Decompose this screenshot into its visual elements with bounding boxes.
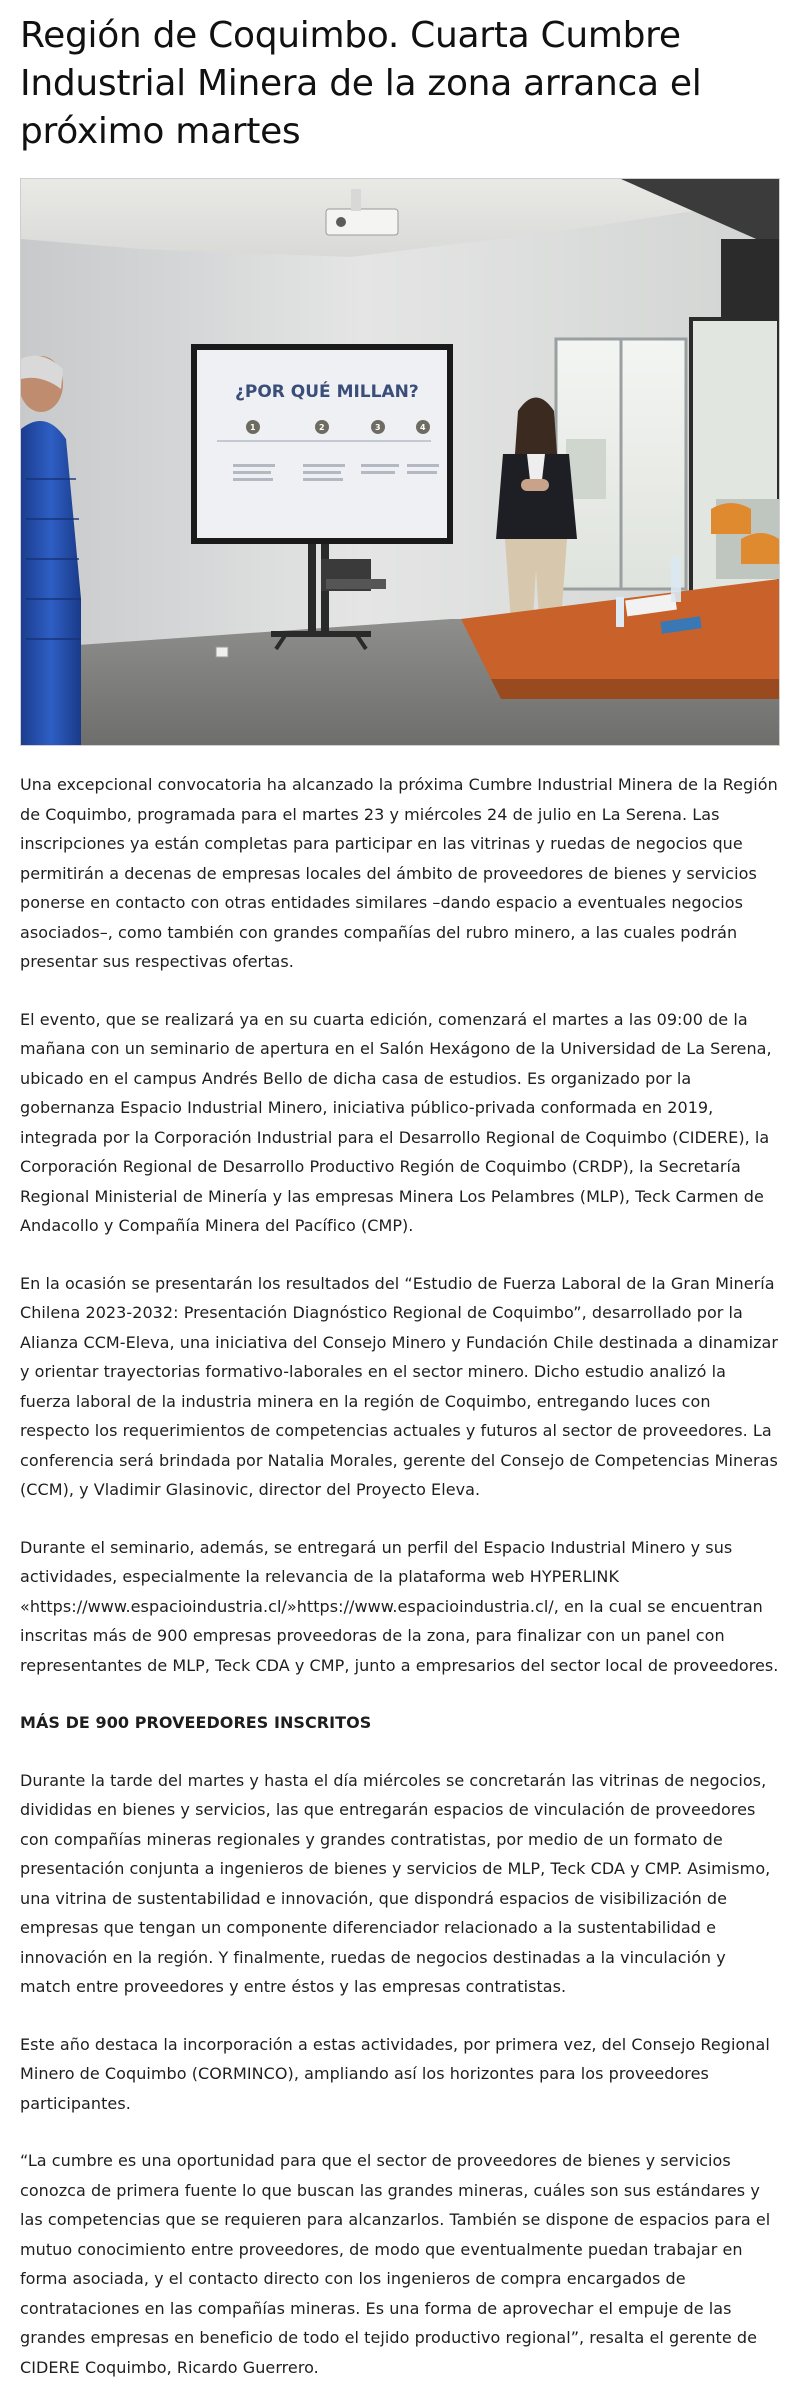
article-body <box>20 770 780 2382</box>
article-photo <box>20 178 780 746</box>
slide-marker-2: 2 <box>319 423 325 432</box>
slide-marker-4: 4 <box>420 423 426 432</box>
slide-marker-3: 3 <box>375 423 381 432</box>
paragraph: En la ocasión se presentarán los resultados del “Estudio de Fuerza Laboral de la Gran Minería Chilena 2023-2032: Presentación Diagnóstico Regional de Coquimbo”, desarrollado por la Alianza CCM-Eleva, una iniciativa del Consejo Minero y Fundación Chile destinada a dinamizar y orientar trayectorias formativo-laborales en el sector minero. Dicho estudio analizó la fuerza laboral de la industria minera en la región de Coquimbo, entregando luces con respecto los requerimientos de competencias actuales y futuros al sector de proveedores. La conferencia será brindada por Natalia Morales, gerente del Consejo de Competencias Mineras (CCM), y Vladimir Glasinovic, director del Proyecto Eleva. <box>20 1273 779 1499</box>
paragraph: Este año destaca la incorporación a estas actividades, por primera vez, del Consejo Regional Minero de Coquimbo (CORMINCO), ampliando así los horizontes para los proveedores participantes. <box>20 2034 770 2113</box>
article <box>0 8 800 2382</box>
paragraph: El evento, que se realizará ya en su cuarta edición, comenzará el martes a las 09:00 de la mañana con un seminario de apertura en el Salón Hexágono de la Universidad de La Serena, ubicado en el campus Andrés Bello de dicha casa de estudios. Es organizado por la gobernanza Espacio Industrial Minero, iniciativa público-privada conformada en 2019, integrada por la Corporación Industrial para el Desarrollo Regional de Coquimbo (CIDERE), la Corporación Regional de Desarrollo Productivo Región de Coquimbo (CRDP), la Secretaría Regional Ministerial de Minería y las empresas Minera Los Pelambres (MLP), Teck Carmen de Andacollo y Compañía Minera del Pacífico (CMP). <box>20 1009 772 1235</box>
paragraph: “La cumbre es una oportunidad para que el sector de proveedores de bienes y servicios conozca de primera fuente lo que buscan las grandes mineras, cuáles son sus estándares y las competencias que se requieren para alcanzarlos. También se dispone de espacios para el mutuo conocimiento entre proveedores, de modo que eventualmente puedan trabajar en forma asociada, y el contacto directo con los ingenieros de compra encargados de contrataciones en las compañías mineras. Es una forma de aprovechar el empuje de las grandes empresas en beneficio de todo el tejido productivo regional”, resalta el gerente de CIDERE Coquimbo, Ricardo Guerrero. <box>20 2151 771 2377</box>
section-subheading: MÁS DE 900 PROVEEDORES INSCRITOS <box>20 1713 372 1732</box>
paragraph: Una excepcional convocatoria ha alcanzado la próxima Cumbre Industrial Minera de la Región de Coquimbo, programada para el martes 23 y miércoles 24 de julio en La Serena. Las inscripciones ya están completas para participar en las vitrinas y ruedas de negocios que permitirán a decenas de empresas locales del ámbito de proveedores de bienes y servicios ponerse en contacto con otras entidades similares –dando espacio a eventuales negocios asociados–, como también con grandes compañías del rubro minero, a las cuales podrán presentar sus respectivas ofertas. <box>20 775 778 971</box>
slide-title: ¿POR QUÉ MILLAN? <box>235 382 419 402</box>
paragraph: Durante la tarde del martes y hasta el día miércoles se concretarán las vitrinas de negocios, divididas en bienes y servicios, las que entregarán espacios de vinculación de proveedores con compañías mineras regionales y grandes contratistas, por medio de un formato de presentación conjunta a ingenieros de bienes y servicios de MLP, Teck CDA y CMP. Asimismo, una vitrina de sustentabilidad e innovación, que dispondrá espacios de visibilización de empresas que tengan un componente diferenciador relacionado a la sustentabilidad e innovación en la región. Y finalmente, ruedas de negocios destinadas a la vinculación y match entre proveedores y entre éstos y las empresas contratistas. <box>20 1770 771 1996</box>
paragraph: Durante el seminario, además, se entregará un perfil del Espacio Industrial Minero y sus actividades, especialmente la relevancia de la plataforma web HYPERLINK «https://www.espacioindustria.cl/»https://www.espacioindustria.cl/, en la cual se encuentran inscritas más de 900 empresas proveedoras de la zona, para finalizar con un panel con representantes de MLP, Teck CDA y CMP, junto a empresarios del sector local de proveedores. <box>20 1537 779 1675</box>
article-title: Región de Coquimbo. Cuarta Cumbre Industrial Minera de la zona arranca el próximo martes <box>20 15 702 152</box>
slide-marker-1: 1 <box>250 423 256 432</box>
